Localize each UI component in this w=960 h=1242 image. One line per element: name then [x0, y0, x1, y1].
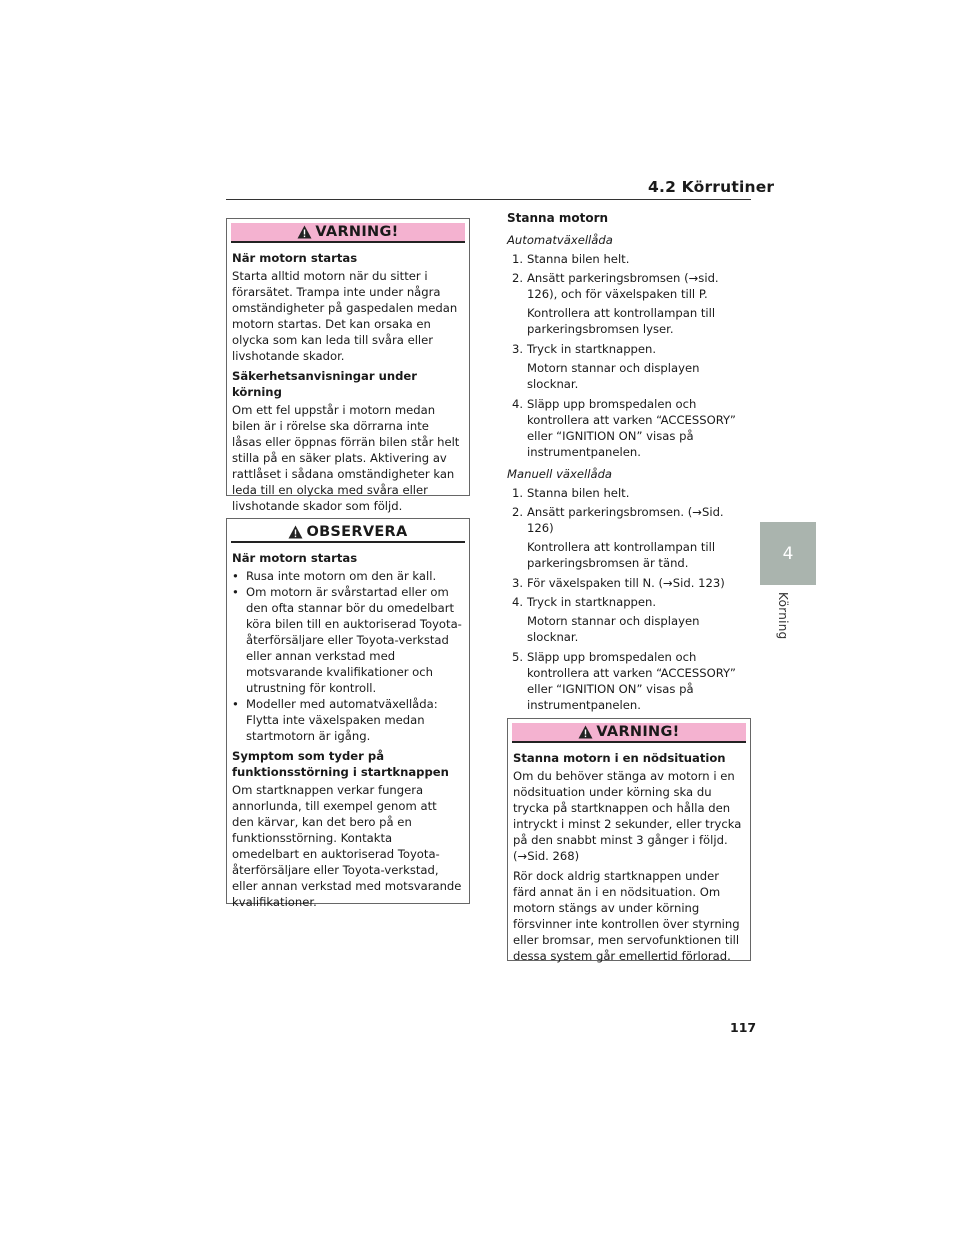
step-note: Kontrollera att kontrollampan till parkeringsbromsen är tänd.	[527, 540, 716, 570]
notice-bullet-text: Modeller med automatväxellåda: Flytta inte växelspaken medan startmotorn är igång.	[246, 697, 438, 743]
step-item	[507, 396, 752, 460]
warning-triangle-icon	[297, 225, 312, 239]
step-note: Motorn stannar och displayen slocknar.	[527, 361, 700, 391]
warning-title: VARNING!	[315, 224, 399, 240]
step-item	[507, 485, 752, 501]
step-item	[507, 251, 752, 267]
warning-triangle-icon	[288, 525, 303, 539]
step-item	[507, 341, 752, 357]
warning-title-bar	[231, 223, 465, 243]
warning-title-bar	[512, 723, 746, 743]
step-text: Tryck in startknappen.	[527, 342, 657, 356]
step-text: För växelspaken till N. (→Sid. 123)	[527, 576, 725, 590]
step-text: Stanna bilen helt.	[527, 486, 630, 500]
page-number: 117	[730, 1020, 757, 1035]
automatic-steps-list	[507, 251, 752, 460]
notice-bullet: • Rusa inte motorn om den är kall.	[232, 569, 437, 583]
manual-steps-list	[507, 485, 752, 713]
step-number: 4.	[511, 397, 523, 411]
chapter-label: Körning	[776, 592, 790, 640]
step-item	[507, 270, 752, 302]
notice-title-bar	[231, 523, 465, 543]
step-note: Motorn stannar och displayen slocknar.	[527, 614, 700, 644]
warning-text-driving-safety: Om ett fel uppstår i motorn medan bilen är i rörelse ska dörrarna inte låsas eller öppnas förrän bilen står helt stilla på en säker plats. Aktivering av rattlåset i sådana omständigheter kan leda till en olycka med svåra eller livshotande skador som följd.	[232, 403, 460, 513]
step-text: Ansätt parkeringsbromsen (→sid. 126), och för växelspaken till P.	[527, 271, 719, 301]
step-text: Släpp upp bromspedalen och kontrollera att varken “ACCESSORY” eller “IGNITION ON” visas på instrumentpanelen.	[527, 650, 736, 712]
step-text: Ansätt parkeringsbromsen. (→Sid. 126)	[527, 505, 724, 535]
notice-bullet-text: Om motorn är svårstartad eller om den ofta stannar bör du omedelbart köra bilen till en auktoriserad Toyota-återförsäljare eller Toyota-verkstad eller annan verkstad med motsvarande kvalifikationer och utrustning för kontroll.	[246, 585, 462, 695]
notice-title: OBSERVERA	[306, 524, 408, 540]
step-number: 1.	[511, 486, 523, 500]
warning-title: VARNING!	[596, 724, 680, 740]
warning-box-emergency-stop	[507, 718, 751, 961]
step-item	[507, 575, 752, 591]
automatic-transmission-title: Automatväxellåda	[507, 233, 613, 247]
step-number: 3.	[511, 576, 523, 590]
step-text: Stanna bilen helt.	[527, 252, 630, 266]
step-item	[507, 649, 752, 713]
step-number: 3.	[511, 342, 523, 356]
step-number: 4.	[511, 595, 523, 609]
step-number: 2.	[511, 271, 523, 285]
stop-engine-section	[507, 210, 752, 716]
section-header: 4.2 Körrutiner	[648, 178, 775, 196]
notice-heading-engine-start: När motorn startas	[232, 551, 358, 565]
step-number: 1.	[511, 252, 523, 266]
warning-heading-engine-start: När motorn startas	[232, 251, 358, 265]
warning-text-emergency: Om du behöver stänga av motorn i en nödsituation under körning ska du trycka på startknappen och hålla den intryckt i minst 2 sekunder, eller trycka på den snabbt minst 3 gånger i följd. (→Sid. 268)	[513, 769, 742, 863]
chapter-tab: 4	[760, 522, 816, 585]
step-number: 5.	[511, 650, 523, 664]
header-rule	[226, 199, 751, 200]
step-note: Kontrollera att kontrollampan till parkeringsbromsen lyser.	[527, 306, 716, 336]
step-item	[507, 594, 752, 610]
notice-bullet-text: Rusa inte motorn om den är kall.	[246, 569, 437, 583]
step-text: Släpp upp bromspedalen och kontrollera att varken “ACCESSORY” eller “IGNITION ON” visas på instrumentpanelen.	[527, 397, 736, 459]
warning-text-engine-start: Starta alltid motorn när du sitter i förarsätet. Trampa inte under några omständigheter på gaspedalen medan motorn startas. Det kan orsaka en olycka som kan leda till svåra eller livshotande skador.	[232, 269, 458, 363]
warning-text-never-touch: Rör dock aldrig startknappen under färd annat än i en nödsituation. Om motorn stängs av under körning försvinner inte kontrollen över styrning eller bromsar, men servofunktionen till dessa system går emellertid förlorad.	[513, 869, 740, 963]
notice-heading-malfunction: Symptom som tyder på funktionsstörning i startknappen	[232, 749, 449, 779]
warning-triangle-icon	[578, 725, 593, 739]
warning-heading-emergency: Stanna motorn i en nödsituation	[513, 751, 726, 765]
warning-box-engine-start	[226, 218, 470, 513]
manual-transmission-title: Manuell växellåda	[507, 467, 613, 481]
warning-heading-driving-safety: Säkerhetsanvisningar under körning	[232, 369, 417, 399]
notice-text-malfunction: Om startknappen verkar fungera annorlunda, till exempel genom att den kärvar, kan det bero på en funktionsstörning. Kontakta omedelbart en auktoriserad Toyota-återförsäljare eller Toyota-verkstad, eller annan verkstad med motsvarande kvalifikationer.	[232, 783, 462, 909]
notice-bullet: • Modeller med automatväxellåda: Flytta inte växelspaken medan startmotorn är igång.	[232, 696, 462, 744]
notice-bullet: • Om motorn är svårstartad eller om den ofta stannar bör du omedelbart köra bilen till en auktoriserad Toyota-återförsäljare eller Toyota-verkstad eller annan verkstad med motsvarande kvalifikationer och utrustning för kontroll.	[232, 585, 462, 695]
step-number: 2.	[511, 505, 523, 519]
notice-box	[226, 518, 470, 909]
stop-engine-title: Stanna motorn	[507, 211, 609, 225]
step-text: Tryck in startknappen.	[527, 595, 657, 609]
step-item	[507, 504, 752, 536]
